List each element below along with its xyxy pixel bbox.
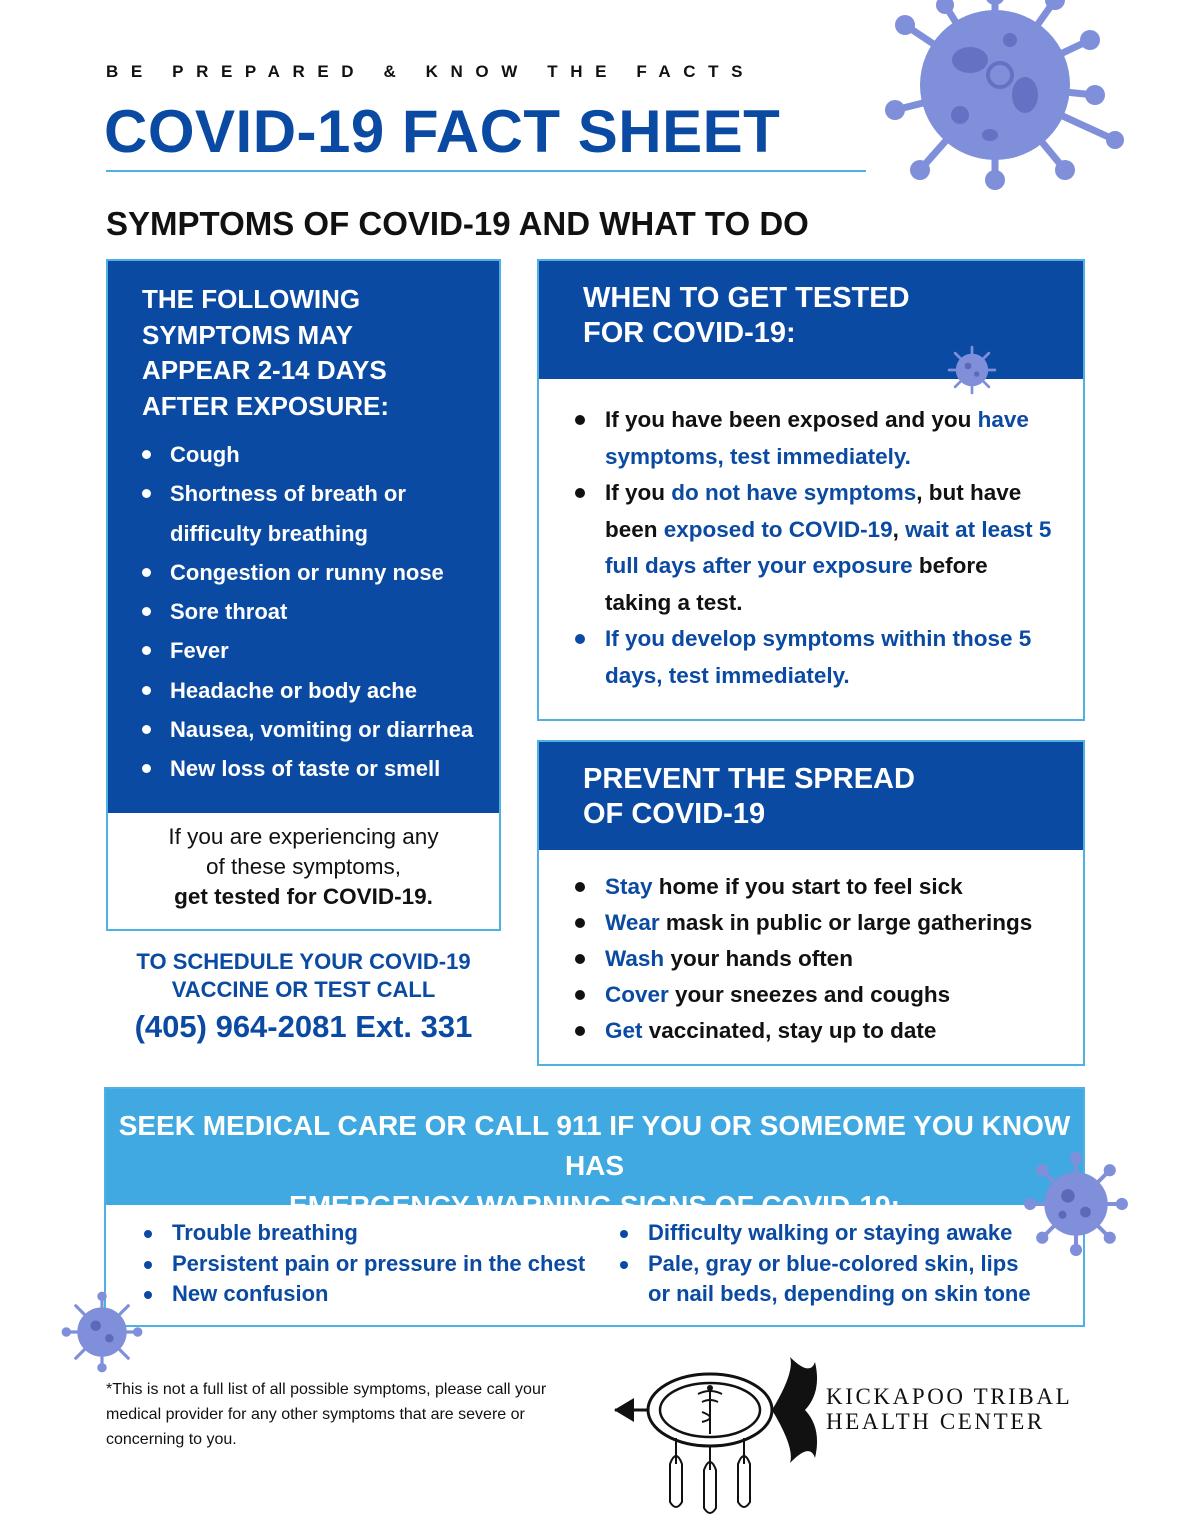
text-highlight: Cover (605, 982, 669, 1007)
symptoms-heading: THE FOLLOWING SYMPTOMS MAY APPEAR 2-14 DAYS AFTER EXPOSURE: (142, 284, 390, 421)
list-item: Congestion or runny nose (142, 553, 473, 592)
text-segment: home if you start to feel sick (652, 874, 963, 899)
list-item: Shortness of breath or (142, 474, 473, 513)
title-divider (106, 170, 866, 172)
text-highlight: Wash (605, 946, 665, 971)
logo-text (826, 1384, 1072, 1434)
virus-icon-emergency (1022, 1150, 1130, 1258)
virus-icon-small-testing (945, 343, 999, 397)
prevent-panel (537, 740, 1085, 1066)
schedule-line1: TO SCHEDULE YOUR COVID-19 (136, 949, 471, 974)
virus-icon-large (850, 0, 1150, 205)
testing-heading-line2: FOR COVID-19: (583, 317, 796, 349)
list-item (575, 869, 1075, 905)
text-segment: , but have been (605, 480, 1022, 542)
text-segment: vaccinated, stay up to date (642, 1018, 937, 1043)
emergency-heading-line2: EMERGENCY WARNING SIGNS OF COVID-19: (289, 1190, 900, 1221)
symptoms-note (108, 822, 499, 912)
section-subtitle: SYMPTOMS OF COVID-19 AND WHAT TO DO (106, 205, 809, 242)
text-highlight: exposed to COVID-19 (663, 516, 893, 542)
text-highlight: do not have symptoms (671, 480, 917, 505)
text-segment: , (892, 516, 906, 542)
symptoms-list (142, 435, 473, 789)
prevent-list (575, 869, 1075, 1049)
schedule-line2: VACCINE OR TEST CALL (171, 977, 436, 1002)
list-item (575, 905, 1075, 941)
list-item (575, 1013, 1075, 1049)
list-item (575, 977, 1075, 1013)
list-item: New confusion (144, 1279, 585, 1310)
text-segment: mask in public or large gatherings (659, 910, 1033, 935)
text-highlight: wait at least 5 full days after your exposure (605, 516, 1052, 578)
list-item: Persistent pain or pressure in the chest (144, 1249, 585, 1280)
emergency-list-left (144, 1218, 585, 1310)
logo-line2: HEALTH CENTER (826, 1409, 1045, 1434)
list-item: New loss of taste or smell (142, 749, 473, 788)
logo-line1: KICKAPOO TRIBAL (826, 1384, 1073, 1409)
text-segment: your hands often (664, 946, 853, 971)
list-item (575, 475, 1055, 621)
text-highlight: Get (605, 1018, 643, 1043)
testing-list (575, 402, 1055, 694)
text-highlight: Stay (605, 874, 653, 899)
text-highlight: Wear (605, 910, 660, 935)
symptoms-note-line1: If you are experiencing any (168, 824, 439, 849)
list-item (575, 941, 1075, 977)
list-item (575, 402, 1055, 475)
virus-icon-bottom-left (60, 1290, 144, 1374)
prevent-heading-line1: PREVENT THE SPREAD (583, 763, 915, 795)
emergency-header (106, 1089, 1083, 1221)
symptoms-note-line3: get tested for COVID-19. (174, 884, 433, 909)
kickapoo-logo-icon (610, 1352, 832, 1524)
text-segment: before taking a test. (605, 553, 988, 615)
list-item: Headache or body ache (142, 671, 473, 710)
testing-panel (537, 259, 1085, 721)
footnote: *This is not a full list of all possible symptoms, please call your medical provider for any other symptoms that are severe or concerning to you. (106, 1381, 547, 1448)
testing-heading-line1: WHEN TO GET TESTED (583, 282, 910, 314)
text-segment: your sneezes and coughs (668, 982, 951, 1007)
symptoms-note-line2: of these symptoms, (205, 854, 402, 879)
list-item: If you develop symptoms within those 5 days, test immediately. (575, 621, 1055, 694)
list-item: Trouble breathing (144, 1218, 585, 1249)
schedule-info (106, 948, 501, 1046)
schedule-phone[interactable]: (405) 964-2081 Ext. 331 (134, 1009, 473, 1044)
emergency-heading-line1: SEEK MEDICAL CARE OR CALL 911 IF YOU OR SOMEOME YOU KNOW HAS (118, 1110, 1071, 1181)
text-segment: If you have been exposed and you (605, 407, 978, 432)
prevent-heading-line2: OF COVID-19 (583, 798, 766, 830)
text-highlight: have symptoms, test immediately. (605, 407, 1029, 469)
list-item: Difficulty walking or staying awake (620, 1218, 1040, 1249)
kicker-text: BE PREPARED & KNOW THE FACTS (106, 62, 756, 81)
list-item: Fever (142, 631, 473, 670)
list-item-continuation: difficulty breathing (170, 520, 368, 546)
emergency-panel (104, 1087, 1085, 1327)
prevent-panel-header (539, 742, 1083, 850)
testing-panel-header (539, 261, 1083, 379)
list-item: Cough (142, 435, 473, 474)
emergency-list-right (620, 1218, 1040, 1310)
text-segment: If you (605, 480, 672, 505)
list-item: Nausea, vomiting or diarrhea (142, 710, 473, 749)
list-item: Pale, gray or blue-colored skin, lips or nail beds, depending on skin tone (620, 1249, 1040, 1310)
page-title: COVID-19 FACT SHEET (104, 98, 781, 165)
list-item: Sore throat (142, 592, 473, 631)
